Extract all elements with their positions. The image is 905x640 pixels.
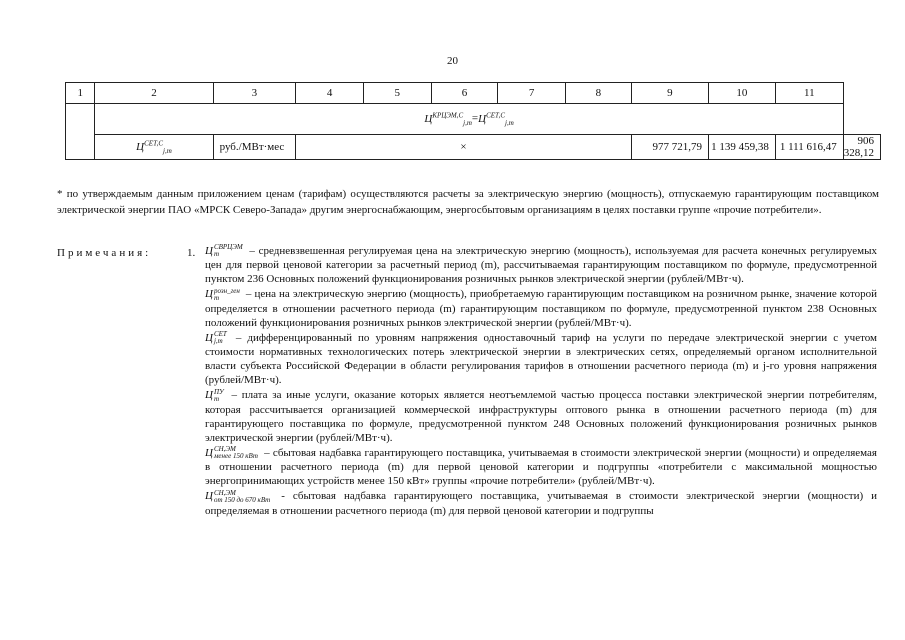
page-number: 20 bbox=[447, 55, 458, 67]
note-item: Ц СН,ЭМ менее 150 кВт – сбытовая надбавка гарантирующего поставщика, учитываемая в стоимости электрической энергии (мощности) и определяемая в отношении расчетного периода (m) для первой ценовой категории и подгруппы «потребители с максимальной мощностью энергопринимающих устройств менее 150 кВт» группы «прочие потребители» (рублей/МВт·ч). bbox=[205, 445, 877, 488]
note-item: Ц СН,ЭМ от 150 до 670 кВт - сбытовая надбавка гарантирующего поставщика, учитываемая в стоимости электрической энергии (мощности) и определяемая в отношении расчетного периода (m) для первой ценовой категории и подгруппы bbox=[205, 488, 877, 517]
table-header-cell: 7 bbox=[498, 83, 566, 104]
table-header-cell: 8 bbox=[566, 83, 632, 104]
merged-cross-cell: × bbox=[296, 135, 632, 160]
notes-number: 1. bbox=[187, 247, 196, 259]
formula-lhs: $Ц^{КРЦЭМ,С}_{j,m}$ bbox=[424, 111, 472, 127]
value-cell-11: 906 328,12 bbox=[843, 135, 880, 160]
table-empty-cell bbox=[66, 104, 95, 160]
unit-cell: руб./МВт·мес bbox=[213, 135, 296, 160]
note-item: Ц розн_ген m – цена на электрическую энергию (мощность), приобретаемую гарантирующим поставщиком на розничном рынке, значение которой определяется в отношении расчетного периода (m) гарантирующим поставщиком по формуле, предусмотренной пунктом 238 Основных положений функционирования розничных рынков электрической энергии (рублей/МВт·ч). bbox=[205, 286, 877, 329]
table-data-row bbox=[66, 135, 881, 160]
formula-equals: = bbox=[471, 112, 479, 125]
notes-label: Примечания: bbox=[57, 247, 152, 259]
note-item: Ц СЕТ j,m – дифференцированный по уровням напряжения одноставочный тариф на услуги по передаче электрической энергии с учетом стоимости нормативных технологических потерь электрической энергии в электрических сетях, определяемый органом исполнительной власти субъекта Российской Федерации в области регулирования тарифов в отношении расчетного периода (m) и j-го уровня напряжения (рублей/МВт·ч). bbox=[205, 330, 877, 387]
table-header-cell: 1 bbox=[66, 83, 95, 104]
formula-cell bbox=[95, 104, 843, 135]
value-cell-8: 977 721,79 bbox=[631, 135, 708, 160]
value-cell-10: 1 111 616,47 bbox=[775, 135, 843, 160]
table-header-cell: 3 bbox=[213, 83, 296, 104]
tariff-table bbox=[65, 82, 881, 160]
symbol-cell: $Ц^{СЕТ,С}_{j,m}$ bbox=[95, 135, 213, 160]
table-formula-row bbox=[66, 104, 881, 135]
table-header-cell: 6 bbox=[431, 83, 498, 104]
table-header-cell: 4 bbox=[296, 83, 364, 104]
formula-rhs: $Ц^{СЕТ,С}_{j,m}$ bbox=[478, 111, 514, 127]
table-header-cell: 9 bbox=[631, 83, 708, 104]
table-header-cell: 11 bbox=[775, 83, 843, 104]
table-header-cell: 5 bbox=[363, 83, 431, 104]
footnote: * по утверждаемым данным приложением ценам (тарифам) осуществляются расчеты за электрическую энергию (мощность), отпускаемую гарантирующим поставщиком электрической энергии ПАО «МРСК Северо-Запада» другим энергоснабжающим, энергосбытовым организациям в целях поставки группе «прочие потребители». bbox=[57, 188, 879, 216]
notes-list bbox=[205, 244, 877, 519]
value-cell-9: 1 139 459,38 bbox=[708, 135, 775, 160]
note-item: Ц ПУ m – плата за иные услуги, оказание которых является неотъемлемой частью процесса поставки электрической энергии потребителям, которая рассчитывается организацией коммерческой инфраструктуры оптового рынка в отношении расчетного периода (m) для гарантирующего поставщика по формуле, предусмотренной пунктом 248 Основных положений функционирования розничных рынков электрической энергии (рублей/МВт·ч). bbox=[205, 387, 877, 444]
table-header-row bbox=[66, 83, 881, 104]
table-header-cell: 2 bbox=[95, 83, 213, 104]
table-header-cell: 10 bbox=[708, 83, 775, 104]
note-item: Ц СВРЦЭМ m – средневзвешенная регулируемая цена на электрическую энергию (мощность), используемая для расчета конечных регулируемых цен для первой ценовой категории за расчетный период (m), рассчитываемая гарантирующим поставщиком по формуле, предусмотренной пунктом 236 Основных положений функционирования розничных рынков электрической энергии (рублей/МВт·ч). bbox=[205, 243, 877, 286]
